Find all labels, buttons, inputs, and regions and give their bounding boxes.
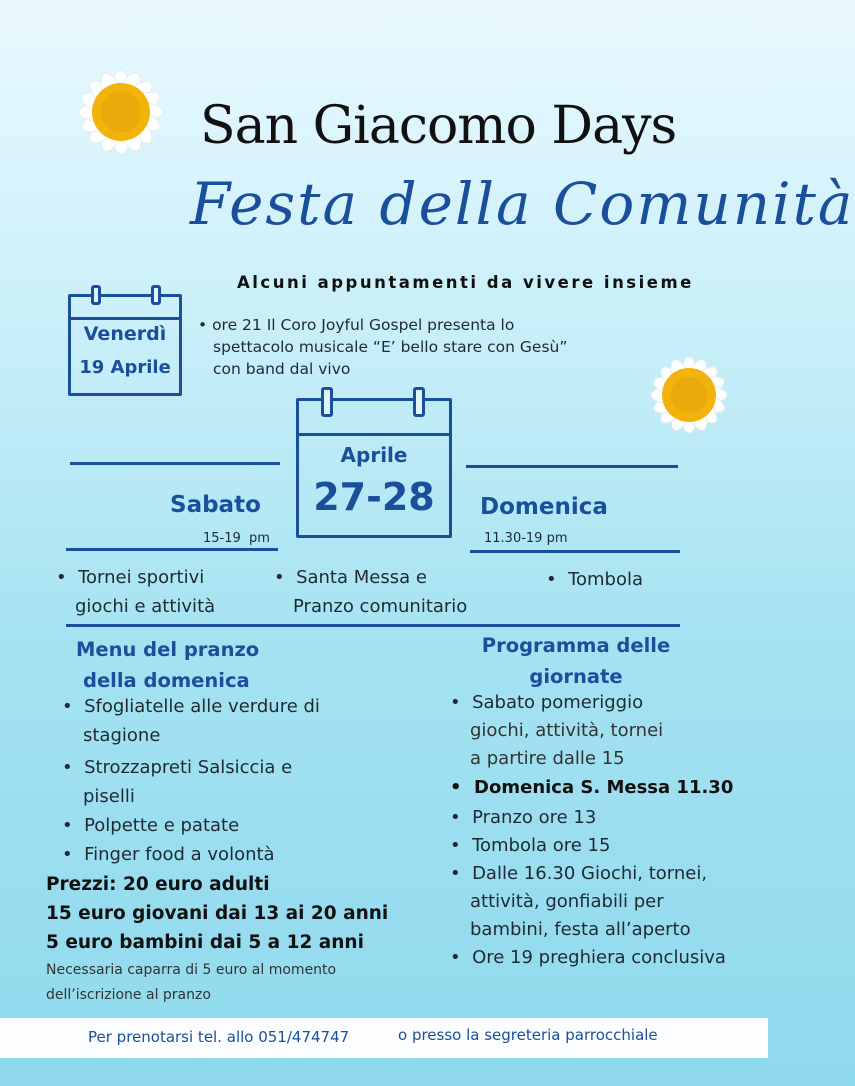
bullet: •: [62, 844, 85, 865]
divider: [466, 465, 678, 468]
menu-heading: [76, 634, 259, 696]
program-item: Domenica S. Messa 11.30: [474, 777, 734, 798]
program-item: bambini, festa all’aperto: [470, 919, 691, 940]
bullet: •: [450, 807, 473, 828]
menu-item: Polpette e patate: [84, 815, 240, 836]
bullet: •: [450, 835, 473, 856]
divider: [66, 548, 278, 551]
sunday-time: 11.30-19 pm: [484, 531, 568, 546]
price-adults: Prezzi: 20 euro adulti: [46, 874, 270, 895]
weekend-dates: 27-28: [313, 475, 435, 519]
booking-phone: Per prenotarsi tel. allo 051/474747: [88, 1028, 350, 1046]
menu-heading-line-1: Menu del pranzo: [76, 638, 260, 661]
program-list: [450, 689, 733, 972]
activity-line: Tornei sportivi: [78, 567, 205, 588]
activity-line: giochi e attività: [75, 596, 216, 617]
deposit-note-line-2: dell’iscrizione al pranzo: [46, 987, 211, 1003]
program-item: Sabato pomeriggio: [472, 692, 644, 713]
activity-line: Pranzo comunitario: [293, 596, 468, 617]
price-youth: 15 euro giovani dai 13 ai 20 anni: [46, 903, 389, 924]
bullet: •: [546, 569, 569, 590]
bullet: •: [450, 947, 473, 968]
deposit-note: [46, 958, 336, 1008]
program-item: Tombola ore 15: [472, 835, 611, 856]
program-heading-line-2: giornate: [529, 665, 623, 688]
friday-line-3: con band dal vivo: [213, 360, 351, 378]
menu-item: stagione: [83, 725, 161, 746]
calendar-icon: [296, 398, 452, 538]
program-heading-line-1: Programma delle: [481, 634, 671, 657]
menu-item: piselli: [83, 786, 135, 807]
friday-day: Venerdì: [83, 323, 167, 345]
divider: [70, 462, 280, 465]
program-item: giochi, attività, tornei: [470, 720, 664, 741]
deposit-note-line-1: Necessaria caparra di 5 euro al momento: [46, 962, 337, 978]
menu-list: [62, 692, 320, 869]
bullet: •: [450, 777, 475, 798]
friday-line-2: spettacolo musicale “E’ bello stare con Gesù”: [213, 338, 568, 356]
bullet: •: [450, 692, 473, 713]
menu-item: Strozzapreti Salsiccia e: [84, 757, 293, 778]
page-title: San Giacomo Days: [200, 96, 677, 156]
script-title: Festa della Comunità: [190, 170, 855, 238]
daisy-flower-icon: [45, 42, 193, 190]
saturday-time: 15-19 pm: [203, 531, 270, 546]
sunday-tombola: [546, 565, 643, 594]
friday-event: [198, 314, 567, 380]
program-item: a partire dalle 15: [470, 748, 625, 769]
bullet: •: [62, 696, 85, 717]
friday-line-1: ore 21 Il Coro Joyful Gospel presenta lo: [212, 316, 515, 334]
bullet: •: [198, 316, 213, 334]
menu-heading-line-2: della domenica: [83, 669, 250, 692]
program-item: Dalle 16.30 Giochi, tornei,: [472, 863, 708, 884]
program-heading: [466, 630, 686, 692]
saturday-activities: [56, 563, 215, 621]
menu-item: Sfogliatelle alle verdure di: [84, 696, 320, 717]
bullet: •: [62, 815, 85, 836]
daisy-flower-icon: [622, 328, 756, 462]
subtitle: Alcuni appuntamenti da vivere insieme: [237, 273, 694, 292]
booking-office: o presso la segreteria parrocchiale: [398, 1026, 658, 1044]
divider: [66, 624, 680, 627]
friday-date: 19 Aprile: [79, 357, 171, 378]
weekend-month: Aprile: [340, 443, 408, 467]
program-item: attività, gonfiabili per: [470, 891, 664, 912]
bullet: •: [450, 863, 473, 884]
sunday-label: Domenica: [480, 494, 608, 520]
saturday-label: Sabato: [170, 492, 261, 518]
bullet: •: [62, 757, 85, 778]
program-item: Ore 19 preghiera conclusiva: [472, 947, 726, 968]
divider: [470, 550, 680, 553]
sunday-mass-lunch: [274, 563, 467, 621]
activity-line: Santa Messa e: [296, 567, 427, 588]
program-item: Pranzo ore 13: [472, 807, 597, 828]
menu-item: Finger food a volontà: [84, 844, 275, 865]
activity-line: Tombola: [568, 569, 644, 590]
prices: [46, 870, 388, 957]
bullet: •: [274, 567, 297, 588]
calendar-icon: [68, 294, 182, 396]
bullet: •: [56, 567, 79, 588]
price-children: 5 euro bambini dai 5 a 12 anni: [46, 932, 364, 953]
